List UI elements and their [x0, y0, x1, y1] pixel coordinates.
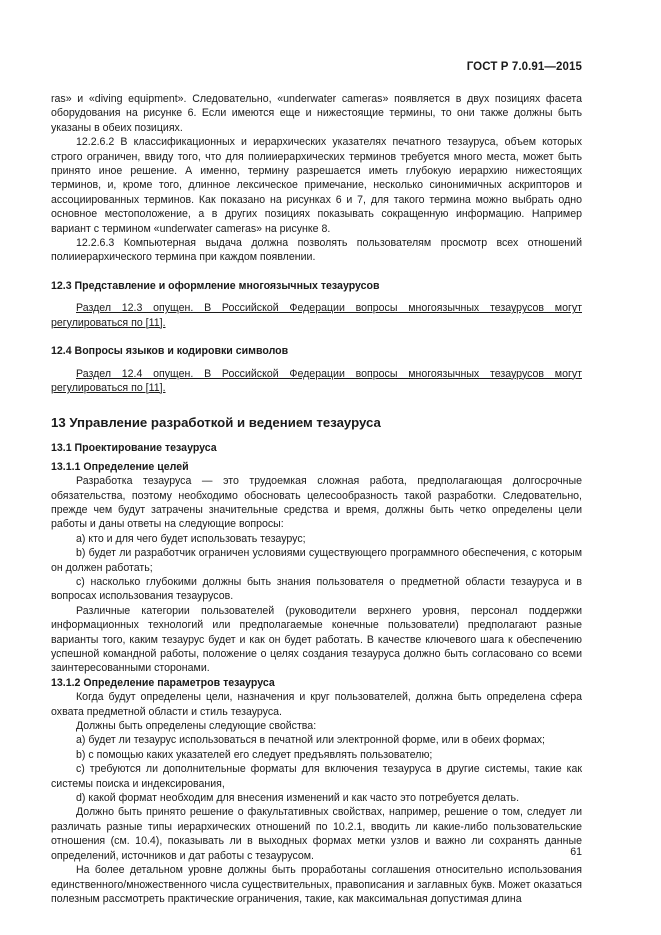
list-item: b) с помощью каких указателей его следует предъявлять пользователю; — [76, 748, 433, 761]
list-item: a) кто и для чего будет использовать тезаурус; — [76, 532, 306, 545]
paragraph: Раздел 12.4 опущен. В Российской Федерации вопросы многоязычных тезаурусов могут регулироваться по [11]. — [51, 367, 582, 394]
list-item: d) какой формат необходим для внесения изменений и как часто это потребуется делать. — [76, 792, 520, 805]
paragraph: На более детальном уровне должны быть проработаны соглашения относительно использования единственного/множественного числа существительных, правописания и заглавных букв. Может оказаться полезным рассмотреть практические ограничения, такие, как максимальная допустимая длина — [51, 864, 582, 905]
paragraph: 12.2.6.2 В классификационных и иерархических указателях печатного тезауруса, объем которых строго ограничен, ввиду того, что для полииерархических терминов требуется много места, может быть принято иное решение. А именно, термину разрешается иметь глубокую иерархию нижестоящих терминов, и, кроме того, длинное лексическое примечание, несколько синонимичных аскрипторов и ассоциированных терминов. Как показано на рисунках 6 и 7, для такого термина можно выбрать одно основное местоположение, а в других позициях показывать сокращенную информацию. Например вариант с термином «underwater cameras» на рисунке 8. — [51, 136, 582, 235]
list-item: c) насколько глубокими должны быть знания пользователя о предметной области тезауруса и в вопросах использования тезаурусов. — [51, 575, 582, 603]
subsection-heading: 13.1.2 Определение параметров тезауруса — [51, 676, 275, 689]
page-header: ГОСТ Р 7.0.91—2015 — [466, 61, 582, 73]
paragraph: Должно быть принято решение о факультативных свойствах, например, решение о том, следует ли различать разные типы иерархических отношений по 10.2.1, вводить ли какие-либо пользовательские отношения (см. 10.4), показывать ли в выходных формах метки узлов и важно ли сохранять данные определений, источников и дат работы с тезаурусом. — [51, 806, 582, 862]
paragraph: Различные категории пользователей (руководители верхнего уровня, персонал поддержки информационных технологий или предполагаемые конечные пользователи) предполагают разные варианты того, каким тезаурус будет и как он будет работать. В качестве ключевого шага к обеспечению успешной командной работы, положение о целях создания тезауруса должно быть согласовано со всеми заинтересованными сторонами. — [51, 604, 582, 675]
subsection-heading: 13.1.1 Определение целей — [51, 460, 189, 473]
paragraph: 12.2.6.3 Компьютерная выдача должна позволять пользователям просмотр всех отношений полииерархического термина при каждом появлении. — [51, 237, 582, 264]
paragraph: Раздел 12.3 опущен. В Российской Федерации вопросы многоязычных тезаурусов могут регулироваться по [11]. — [51, 302, 582, 329]
list-item: b) будет ли разработчик ограничен условиями существующего программного обеспечения, с которым он должен работать; — [51, 547, 582, 574]
paragraph: Разработка тезауруса — это трудоемкая сложная работа, предполагающая долгосрочные обязательства, поэтому необходимо обосновать целесообразность такой разработки. Следовательно, прежде чем будут затрачены значительные средства и время, должны быть четко определены цели работы и даны ответы на следующие вопросы: — [51, 475, 582, 531]
section-heading: 13.1 Проектирование тезауруса — [51, 442, 217, 455]
list-item: a) будет ли тезаурус использоваться в печатной или электронной форме, или в обеих формах; — [76, 734, 545, 747]
list-item: c) требуются ли дополнительные форматы для включения тезауруса в другие системы, такие как системы поиска и индексирования, — [51, 763, 582, 790]
paragraph: Должны быть определены следующие свойства: — [76, 720, 317, 733]
paragraph: ras» и «diving equipment». Следовательно, «underwater cameras» появляется в двух позициях фасета оборудования на рисунке 6. Если имеются еще и нижестоящие термины, то они также должны быть указаны в обеих позициях. — [51, 93, 582, 134]
paragraph: Когда будут определены цели, назначения и круг пользователей, должна быть определена сфера охвата предметной области и стиль тезауруса. — [51, 691, 582, 718]
page-number: 61 — [570, 846, 582, 858]
page-content — [51, 92, 582, 906]
section-heading: 12.4 Вопросы языков и кодировки символов — [51, 345, 289, 358]
section-heading: 12.3 Представление и оформление многоязычных тезаурусов — [51, 279, 380, 292]
chapter-heading: 13 Управление разработкой и ведением тезауруса — [51, 415, 381, 431]
